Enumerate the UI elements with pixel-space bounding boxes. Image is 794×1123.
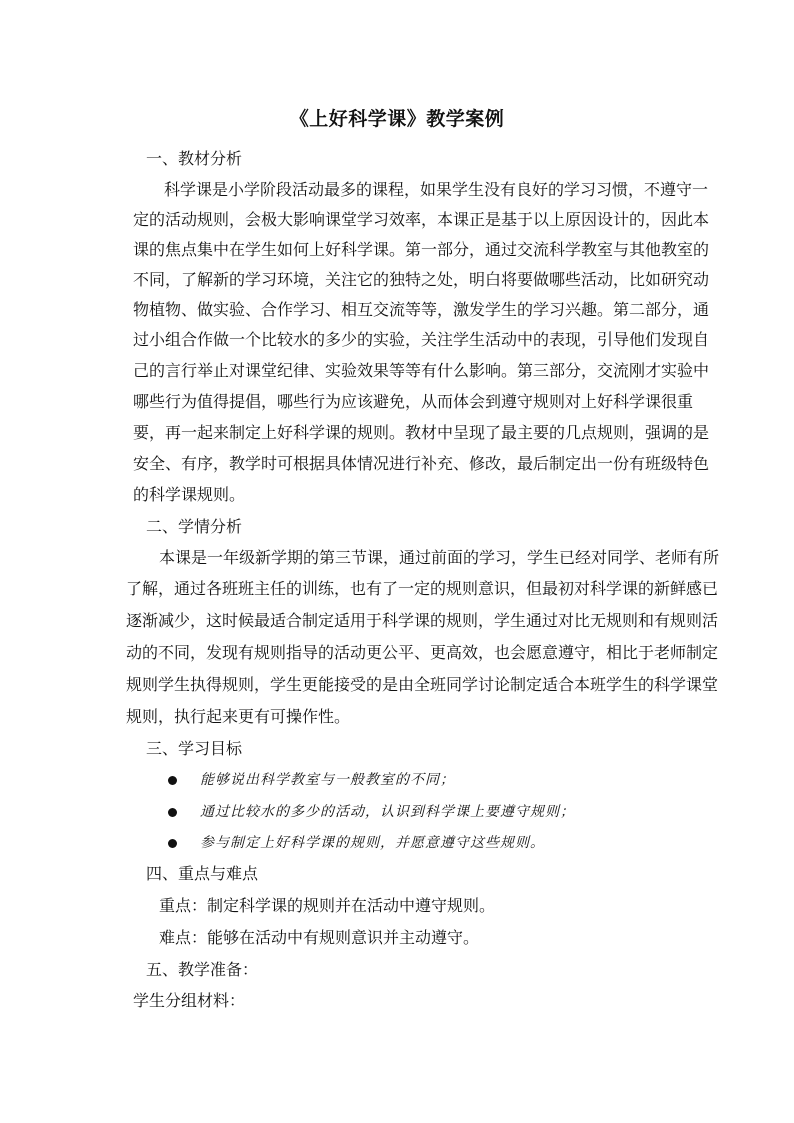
section-heading-learning-goals: 三、学习目标 [146,739,243,758]
paragraph-line: 规则，执行起来更有可操作性。 [126,707,351,726]
paragraph-line: 定的活动规则，会极大影响课堂学习效率，本课正是基于以上原因设计的，因此本 [133,210,710,229]
goal-item: 参与制定上好科学课的规则，并愿意遵守这些规则。 [200,835,545,851]
paragraph-line: 己的言行举止对课堂纪律、实验效果等等有什么影响。第三部分，交流刚才实验中 [133,361,710,380]
document-title: 《上好科学课》教学案例 [289,108,505,130]
bullet-dot [168,839,177,848]
paragraph-line: 科学课是小学阶段活动最多的课程，如果学生没有良好的学习习惯，不遵守一 [164,180,709,199]
paragraph-line: 了解，通过各班班主任的训练，也有了一定的规则意识，但最初对科学课的新鲜感已 [126,579,719,598]
section-heading-preparation: 五、教学准备： [146,960,259,979]
bullet-dot [168,776,177,785]
paragraph-line: 过小组合作做一个比较水的多少的实验，关注学生活动中的表现，引导他们发现自 [133,330,710,349]
section-heading-learner-analysis: 二、学情分析 [146,517,243,536]
bullet-dot [168,808,177,817]
section-heading-key-points: 四、重点与难点 [146,864,259,883]
key-point-line: 重点：制定科学课的规则并在活动中遵守规则。 [159,896,496,915]
paragraph-line: 要，再一起来制定上好科学课的规则。教材中呈现了最主要的几点规则，强调的是 [133,423,710,442]
paragraph-line: 哪些行为值得提倡，哪些行为应该避免，从而体会到遵守规则对上好科学课很重 [133,392,694,411]
paragraph-line: 课的焦点集中在学生如何上好科学课。第一部分，通过交流科学教室与其他教室的 [133,240,710,259]
paragraph-line: 动的不同，发现有规则指导的活动更公平、更高效，也会愿意遵守，相比于老师制定 [126,643,719,662]
materials-line: 学生分组材料： [133,991,246,1010]
paragraph-line: 规则学生执得规则，学生更能接受的是由全班同学讨论制定适合本班学生的科学课堂 [126,675,719,694]
section-heading-textbook-analysis: 一、教材分析 [146,149,243,168]
paragraph-line: 安全、有序，教学时可根据具体情况进行补充、修改，最后制定出一份有班级特色 [133,454,710,473]
paragraph-line: 逐渐减少，这时候最适合制定适用于科学课的规则，学生通过对比无规则和有规则活 [126,611,719,630]
goal-item: 通过比较水的多少的活动，认识到科学课上要遵守规则； [200,804,575,820]
difficulty-line: 难点：能够在活动中有规则意识并主动遵守。 [159,928,480,947]
paragraph-line: 的科学课规则。 [133,485,246,504]
paragraph-line: 物植物、做实验、合作学习、相互交流等等，激发学生的学习兴趣。第二部分，通 [133,300,710,319]
paragraph-line: 本课是一年级新学期的第三节课，通过前面的学习，学生已经对同学、老师有所 [159,548,720,567]
goal-item: 能够说出科学教室与一般教室的不同； [200,772,455,788]
paragraph-line: 不同，了解新的学习环境，关注它的独特之处，明白将要做哪些活动，比如研究动 [133,270,710,289]
